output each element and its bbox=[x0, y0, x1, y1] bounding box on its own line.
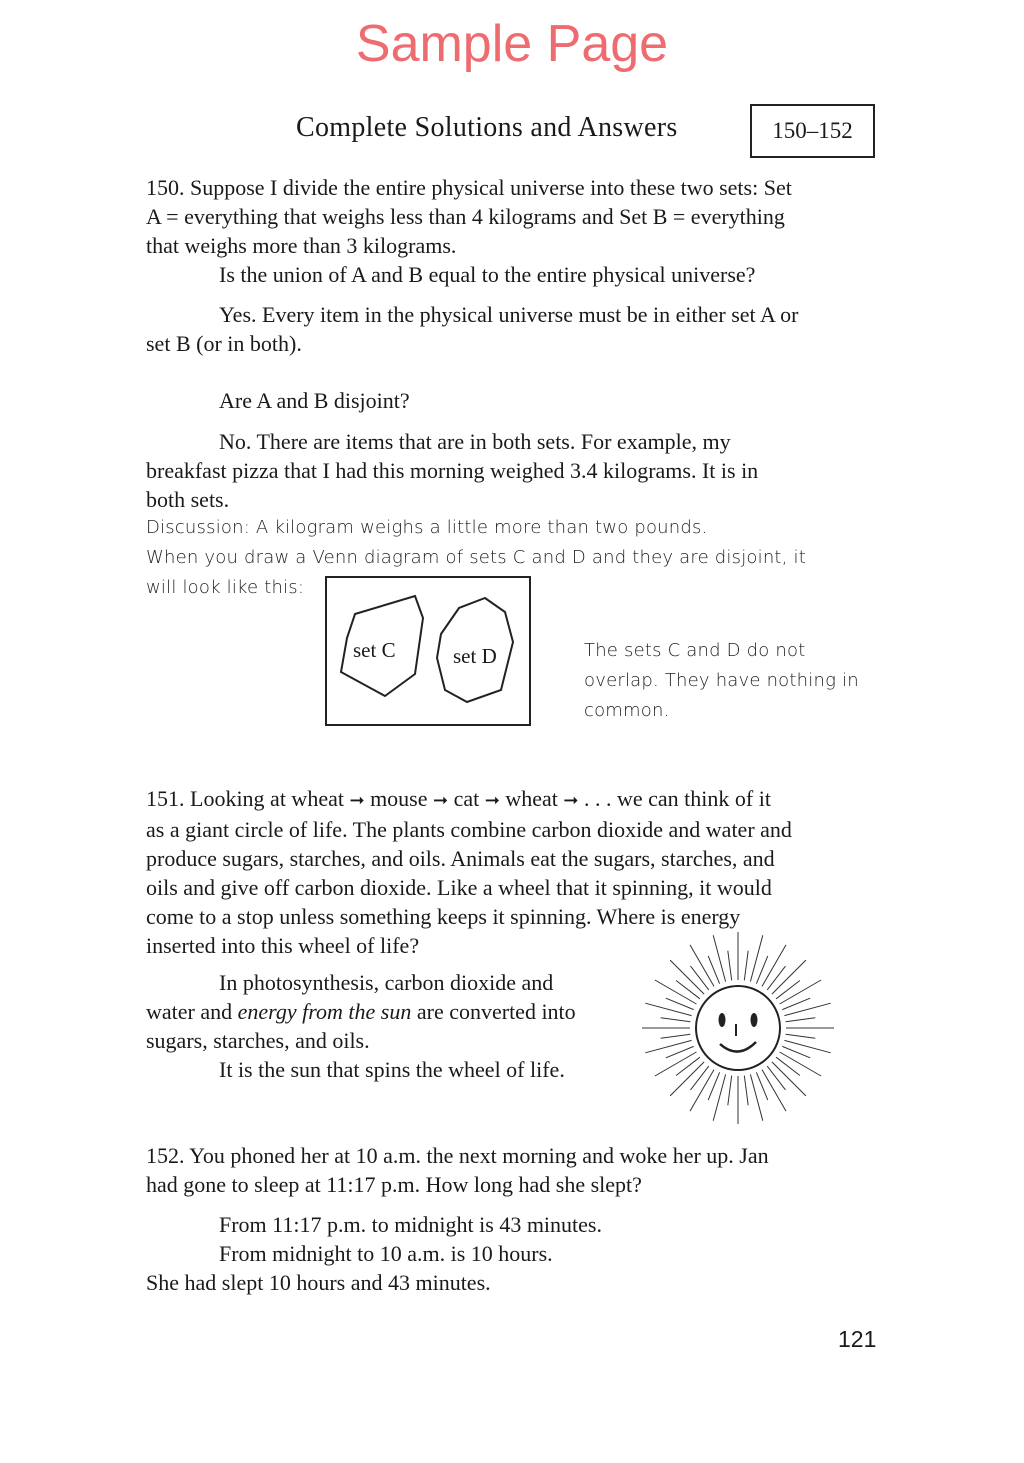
text-line: overlap. They have nothing in bbox=[584, 670, 859, 691]
sun-ray bbox=[767, 966, 785, 990]
text-line: 150. Suppose I divide the entire physical universe into these two sets: Set bbox=[146, 175, 792, 200]
problem-151-answer bbox=[146, 968, 636, 1084]
venn-diagram bbox=[325, 576, 531, 726]
problem-152-question bbox=[146, 1141, 876, 1199]
problem-150-question bbox=[146, 173, 876, 289]
sun-ray bbox=[728, 1076, 732, 1106]
set-d-label: set D bbox=[453, 644, 497, 668]
text-line: sugars, starches, and oils. bbox=[146, 1028, 370, 1053]
sun-ray bbox=[780, 980, 822, 1004]
page-number: 121 bbox=[838, 1326, 877, 1352]
venn-note bbox=[584, 636, 884, 726]
text-run: 151. Looking at wheat bbox=[146, 786, 350, 811]
sun-ray bbox=[713, 1074, 725, 1120]
text-line: as a giant circle of life. The plants combine carbon dioxide and water and bbox=[146, 817, 792, 842]
sun-ray bbox=[691, 1066, 709, 1090]
sun-ray bbox=[762, 945, 786, 987]
text-line: In photosynthesis, carbon dioxide and bbox=[219, 970, 554, 995]
text-run: cat bbox=[453, 786, 480, 811]
text-line: breakfast pizza that I had this morning weighed 3.4 kilograms. It is in bbox=[146, 458, 759, 483]
text-line: Yes. Every item in the physical universe must be in either set A or bbox=[219, 302, 799, 327]
sun-ray bbox=[661, 1034, 691, 1038]
text-line: From midnight to 10 a.m. is 10 hours. bbox=[219, 1241, 553, 1266]
text-line: common. bbox=[584, 700, 670, 721]
arrow-right-icon: ➞ bbox=[563, 790, 579, 811]
emphasis-text: energy from the sun bbox=[237, 999, 412, 1024]
arrow-right-icon: ➞ bbox=[349, 790, 365, 811]
text-run: water and bbox=[146, 999, 238, 1024]
sun-ray bbox=[786, 1034, 816, 1038]
sun-ray bbox=[645, 1003, 691, 1015]
text-line: come to a stop unless something keeps it spinning. Where is energy bbox=[146, 904, 741, 929]
sun-ray bbox=[767, 1066, 785, 1090]
sun-ray bbox=[744, 951, 748, 981]
sun-ray bbox=[713, 935, 725, 981]
sun-ray bbox=[786, 1018, 816, 1022]
text-line bbox=[146, 997, 636, 1026]
sun-ray bbox=[784, 1003, 830, 1015]
text-line: set B (or in both). bbox=[146, 331, 302, 356]
text-line: that weighs more than 3 kilograms. bbox=[146, 233, 457, 258]
sun-ray bbox=[776, 1057, 800, 1075]
text-run: are converted into bbox=[411, 999, 576, 1024]
sample-page-watermark: Sample Page bbox=[355, 15, 669, 73]
text-line: produce sugars, starches, and oils. Animals eat the sugars, starches, and bbox=[146, 846, 775, 871]
sun-ray bbox=[784, 1040, 830, 1052]
problem-range: 150–152 bbox=[772, 118, 853, 143]
sun-ray bbox=[676, 1057, 700, 1075]
sun-ray bbox=[762, 1070, 786, 1112]
sun-ray bbox=[776, 981, 800, 999]
text-line: The sets C and D do not bbox=[584, 640, 806, 661]
text-run: mouse bbox=[370, 786, 428, 811]
sun-ray bbox=[780, 1052, 822, 1076]
sun-ray bbox=[655, 980, 697, 1004]
sun-ray bbox=[690, 1070, 714, 1112]
smiling-sun-icon bbox=[636, 932, 840, 1133]
problem-150-answer-2 bbox=[146, 427, 876, 514]
sun-ray bbox=[690, 945, 714, 987]
problem-152-answer bbox=[146, 1210, 876, 1297]
sun-ray bbox=[728, 951, 732, 981]
text-line: both sets. bbox=[146, 487, 230, 512]
text-line: will look like this: bbox=[146, 577, 305, 598]
sun-ray bbox=[744, 1076, 748, 1106]
page-title: Complete Solutions and Answers bbox=[296, 112, 678, 143]
text-line: From 11:17 p.m. to midnight is 43 minutes. bbox=[219, 1212, 602, 1237]
text-line: A = everything that weighs less than 4 kilograms and Set B = everything bbox=[146, 204, 785, 229]
sun-ray bbox=[750, 1074, 762, 1120]
sun-ray bbox=[661, 1018, 691, 1022]
text-run: . . . we can think of it bbox=[578, 786, 771, 811]
arrow-right-icon: ➞ bbox=[484, 790, 500, 811]
text-line: When you draw a Venn diagram of sets C and D and they are disjoint, it bbox=[146, 547, 806, 568]
arrow-right-icon: ➞ bbox=[433, 790, 449, 811]
sun-ray bbox=[645, 1040, 691, 1052]
sun-ray bbox=[676, 981, 700, 999]
text-line: Discussion: A kilogram weighs a little more than two pounds. bbox=[146, 517, 708, 538]
problem-150-answer-1 bbox=[146, 300, 876, 358]
text-line: No. There are items that are in both sets. For example, my bbox=[219, 429, 731, 454]
text-line: 152. You phoned her at 10 a.m. the next morning and woke her up. Jan bbox=[146, 1143, 769, 1168]
sun-ray bbox=[750, 935, 762, 981]
sun-ray bbox=[691, 966, 709, 990]
text-line: inserted into this wheel of life? bbox=[146, 933, 420, 958]
cycle-line bbox=[146, 784, 876, 815]
text-line: It is the sun that spins the wheel of life. bbox=[219, 1057, 565, 1082]
text-line: had gone to sleep at 11:17 p.m. How long had she slept? bbox=[146, 1172, 642, 1197]
text-run: wheat bbox=[505, 786, 558, 811]
problem-range-box bbox=[750, 104, 875, 158]
sun-ray bbox=[655, 1052, 697, 1076]
problem-150-q1: Is the union of A and B equal to the entire physical universe? bbox=[219, 262, 756, 287]
set-c-label: set C bbox=[353, 638, 396, 662]
text-line: oils and give off carbon dioxide. Like a wheel that it spinning, it would bbox=[146, 875, 772, 900]
problem-150-q2: Are A and B disjoint? bbox=[219, 388, 410, 413]
text-line: She had slept 10 hours and 43 minutes. bbox=[146, 1270, 491, 1295]
